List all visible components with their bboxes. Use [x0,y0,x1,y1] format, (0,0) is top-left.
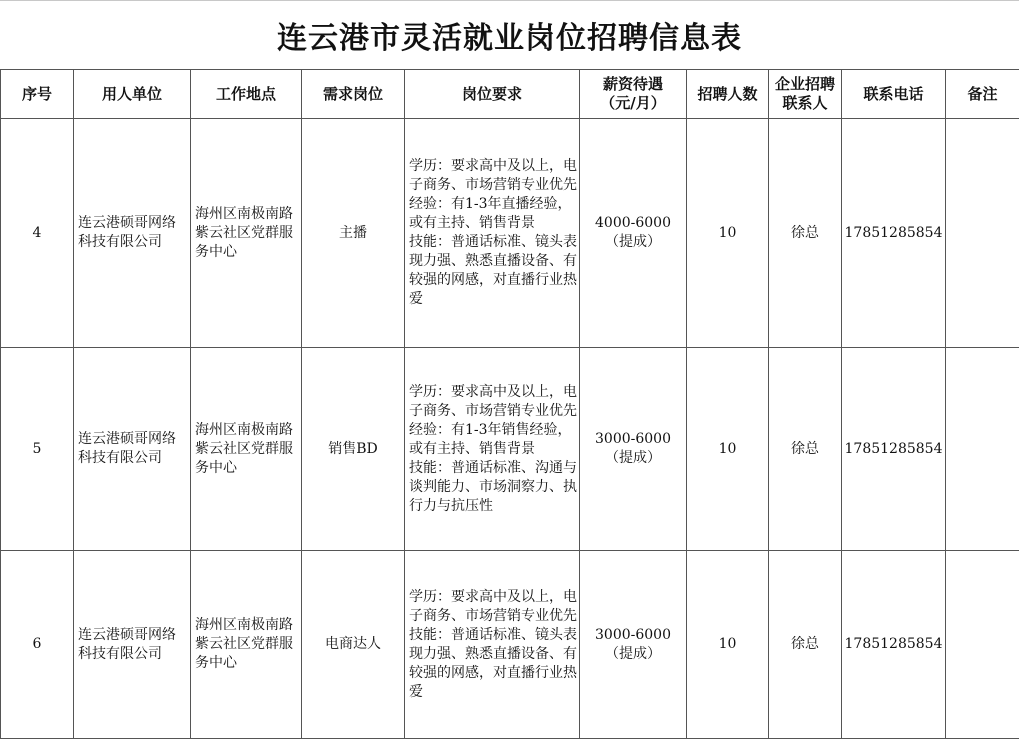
cell-position: 主播 [302,119,405,348]
header-phone: 联系电话 [842,70,946,119]
salary-note: （提成） [605,450,661,466]
header-location: 工作地点 [191,70,302,119]
requirement-line: 技能：普通话标准、镜头表现力强、熟悉直播设备、有较强的网感，对直播行业热爱 [409,234,577,307]
requirement-line: 学历：要求高中及以上，电子商务、市场营销专业优先 [409,158,577,193]
cell-notes [946,551,1019,739]
salary-note: （提成） [605,645,661,662]
header-salary-line2: （元/月） [600,94,666,112]
cell-notes [946,119,1019,348]
requirement-line: 技能：普通话标准、沟通与谈判能力、市场洞察力、执行力与抗压性 [409,459,577,514]
salary-range: 3000-6000 [595,626,671,643]
recruitment-table [0,69,1019,739]
header-requirements: 岗位要求 [405,70,580,119]
cell-contact: 徐总 [769,551,842,739]
cell-requirements [405,551,580,739]
salary-note: （提成） [605,234,661,250]
requirement-line: 学历：要求高中及以上，电子商务、市场营销专业优先 [409,383,577,419]
cell-contact: 徐总 [769,119,842,348]
cell-headcount: 10 [687,551,769,739]
cell-salary [580,551,687,739]
header-employer: 用人单位 [74,70,191,119]
requirement-line: 学历：要求高中及以上，电子商务、市场营销专业优先 [409,588,577,624]
cell-phone: 17851285854 [842,348,946,551]
salary-range: 3000-6000 [595,431,671,447]
cell-position: 销售BD [302,348,405,551]
requirement-line: 经验：有1-3年直播经验，或有主持、销售背景 [409,196,572,231]
cell-employer: 连云港硕哥网络科技有限公司 [74,348,191,551]
cell-salary [580,348,687,551]
table-row [1,551,1019,739]
cell-location: 海州区南极南路紫云社区党群服务中心 [191,348,302,551]
header-salary [580,70,687,119]
requirement-line: 经验：有1-3年销售经验，或有主持、销售背景 [409,421,572,457]
cell-position: 电商达人 [302,551,405,739]
cell-contact: 徐总 [769,348,842,551]
header-salary-line1: 薪资待遇 [602,75,663,93]
cell-requirements [405,348,580,551]
cell-headcount: 10 [687,119,769,348]
header-position: 需求岗位 [302,70,405,119]
cell-location: 海州区南极南路紫云社区党群服务中心 [191,119,302,348]
table-row [1,348,1019,551]
salary-range: 4000-6000 [595,215,671,231]
cell-location: 海州区南极南路紫云社区党群服务中心 [191,551,302,739]
cell-headcount: 10 [687,348,769,551]
cell-salary [580,119,687,348]
header-seq: 序号 [1,70,74,119]
header-notes: 备注 [946,70,1019,119]
cell-seq: 5 [1,348,74,551]
cell-seq: 4 [1,119,74,348]
header-contact-line2: 联系人 [782,94,828,112]
sheet-title: 连云港市灵活就业岗位招聘信息表 [0,0,1019,70]
table-row [1,119,1019,348]
header-contact [769,70,842,119]
cell-employer: 连云港硕哥网络科技有限公司 [74,119,191,348]
header-contact-line1: 企业招聘 [774,75,835,93]
cell-phone: 17851285854 [842,551,946,739]
cell-seq: 6 [1,551,74,739]
cell-employer: 连云港硕哥网络科技有限公司 [74,551,191,739]
header-headcount: 招聘人数 [687,70,769,119]
header-row [1,70,1019,119]
requirement-line: 技能：普通话标准、镜头表现力强、熟悉直播设备、有较强的网感，对直播行业热爱 [409,626,577,700]
cell-phone: 17851285854 [842,119,946,348]
cell-notes [946,348,1019,551]
cell-requirements [405,119,580,348]
